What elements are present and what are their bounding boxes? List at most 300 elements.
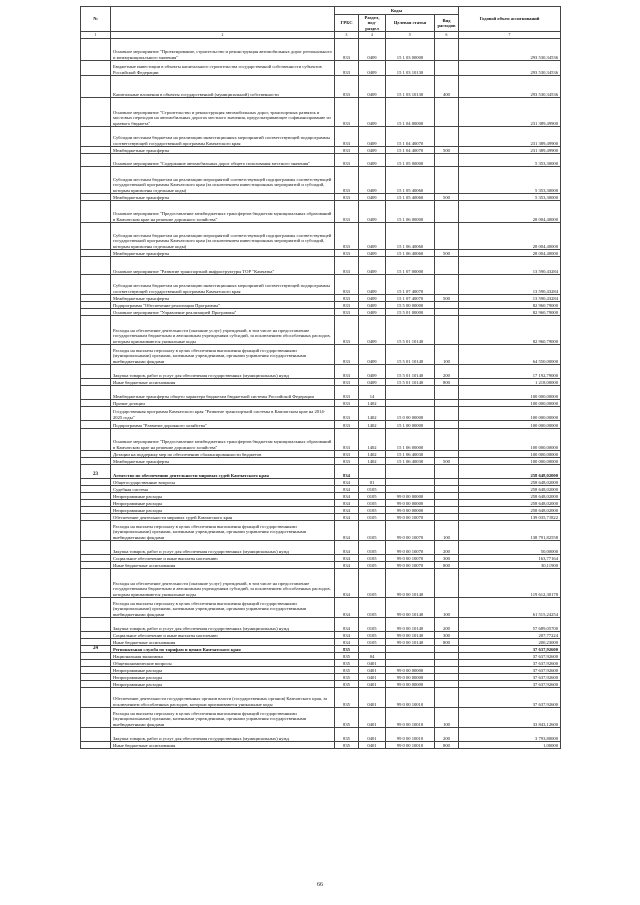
table-row [81, 309, 561, 316]
annual-amount: 82 960,79000 [459, 316, 561, 345]
grbs-code: 834 [335, 541, 359, 555]
annual-amount: 33 843,12600 [459, 708, 561, 728]
section-code: 0409 [359, 309, 386, 316]
target-article-code: 15 1 04 00000 [386, 98, 435, 127]
row-number [81, 569, 111, 598]
grbs-code: 833 [335, 127, 359, 147]
section-code: 0409 [359, 201, 386, 223]
annual-amount: 100 000,00000 [459, 407, 561, 421]
target-article-code: 99 0 00 10140 [386, 618, 435, 632]
table-row [81, 486, 561, 493]
target-article-code: 15 5 01 10140 [386, 365, 435, 379]
row-number [81, 521, 111, 541]
expense-type-code [435, 98, 459, 127]
target-article-code: 99 0 00 10010 [386, 742, 435, 749]
table-row [81, 76, 561, 98]
item-name: Непрограммные расходы [111, 674, 335, 681]
grbs-code: 835 [335, 742, 359, 749]
expense-type-code: 500 [435, 295, 459, 302]
target-article-code: 15 5 00 00000 [386, 302, 435, 309]
item-name: Региональная служба по тарифам и ценам Камчатского края [111, 646, 335, 653]
grbs-code: 835 [335, 660, 359, 667]
target-article-code: 99 0 00 00000 [386, 493, 435, 500]
target-article-code [386, 400, 435, 407]
target-article-code: 15 1 03 00000 [386, 39, 435, 61]
expense-type-code: 300 [435, 632, 459, 639]
expense-type-code [435, 674, 459, 681]
section-code: 0409 [359, 194, 386, 201]
section-code: 0105 [359, 632, 386, 639]
expense-type-code [435, 223, 459, 250]
table-row [81, 598, 561, 618]
section-code: 0409 [359, 127, 386, 147]
target-article-code: 15 1 04 40070 [386, 127, 435, 147]
grbs-code: 833 [335, 257, 359, 275]
table-row [81, 514, 561, 521]
annual-amount: 258 648,02000 [459, 465, 561, 479]
expense-type-code [435, 451, 459, 458]
grbs-code: 834 [335, 618, 359, 632]
row-number [81, 632, 111, 639]
row-number [81, 688, 111, 708]
expense-type-code: 800 [435, 379, 459, 386]
target-article-code [386, 646, 435, 653]
target-article-code: 99 0 00 10140 [386, 569, 435, 598]
grbs-code: 833 [335, 429, 359, 451]
expense-type-code [435, 660, 459, 667]
target-article-code: 15 1 06 00000 [386, 429, 435, 451]
annual-amount: 231 389,49900 [459, 147, 561, 154]
annual-amount: 64 550,00000 [459, 345, 561, 365]
target-article-code [386, 486, 435, 493]
target-article-code: 15 5 01 10140 [386, 379, 435, 386]
grbs-code: 833 [335, 147, 359, 154]
item-name: Иные бюджетные ассигнования [111, 562, 335, 569]
row-number [81, 201, 111, 223]
table-row [81, 400, 561, 407]
item-name: Межбюджетные трансферты [111, 250, 335, 257]
section-code: 0105 [359, 541, 386, 555]
row-number [81, 400, 111, 407]
section-code: 0401 [359, 674, 386, 681]
section-code: 0409 [359, 379, 386, 386]
item-name: Общегосударственные вопросы [111, 479, 335, 486]
item-name: Закупка товаров, работ и услуг для обеспечения государственных (муниципальных) нужд [111, 541, 335, 555]
table-row [81, 429, 561, 451]
row-number [81, 429, 111, 451]
item-name: Национальная экономика [111, 653, 335, 660]
annual-amount: 207,77224 [459, 632, 561, 639]
expense-type-code [435, 507, 459, 514]
row-number: 24 [81, 646, 111, 653]
item-name: Закупка товаров, работ и услуг для обеспечения государственных (муниципальных) нужд [111, 728, 335, 742]
target-article-code: 99 0 00 10140 [386, 639, 435, 646]
annual-amount: 100 000,00000 [459, 451, 561, 458]
target-article-code: 15 1 06 00000 [386, 201, 435, 223]
target-article-code: 15 5 01 10140 [386, 316, 435, 345]
target-article-code: 99 0 00 00000 [386, 667, 435, 674]
row-number [81, 514, 111, 521]
expense-type-code [435, 681, 459, 688]
grbs-code: 833 [335, 295, 359, 302]
annual-amount: 30,11900 [459, 562, 561, 569]
expense-type-code [435, 386, 459, 400]
grbs-code: 835 [335, 681, 359, 688]
row-number [81, 61, 111, 76]
row-number [81, 275, 111, 295]
expense-type-code: 100 [435, 598, 459, 618]
grbs-code: 833 [335, 458, 359, 465]
target-article-code [386, 660, 435, 667]
annual-amount: 138 791,82558 [459, 521, 561, 541]
expense-type-code: 500 [435, 147, 459, 154]
col-number: 2 [111, 32, 335, 39]
table-row [81, 194, 561, 201]
grbs-code: 833 [335, 76, 359, 98]
target-article-code: 15 1 07 00000 [386, 257, 435, 275]
header-annual: Годовой объем ассигнований [459, 7, 561, 32]
table-row [81, 618, 561, 632]
item-name: Судебная система [111, 486, 335, 493]
section-code [359, 646, 386, 653]
section-code: 0105 [359, 618, 386, 632]
grbs-code: 834 [335, 507, 359, 514]
row-number [81, 708, 111, 728]
row-number [81, 309, 111, 316]
annual-amount: 1,00000 [459, 742, 561, 749]
table-row [81, 257, 561, 275]
grbs-code: 833 [335, 386, 359, 400]
grbs-code: 833 [335, 61, 359, 76]
item-name: Субсидии местным бюджетам на реализацию мероприятий соответствующей подпрограммы соответствующей государственной программы Камчатского края (за исключением инвестиционных мероприятий и субсидий, которым присвоены отдельные коды) [111, 223, 335, 250]
annual-amount: 100 000,00000 [459, 400, 561, 407]
row-number [81, 295, 111, 302]
header-tselevaya: Целевая статья [386, 15, 435, 32]
annual-amount: 258 648,02000 [459, 500, 561, 507]
grbs-code: 834 [335, 493, 359, 500]
grbs-code: 835 [335, 646, 359, 653]
row-number [81, 345, 111, 365]
expense-type-code [435, 688, 459, 708]
table-row [81, 451, 561, 458]
item-name: Бюджетные инвестиции в объекты капитального строительства государственной собственности субъектов Российской Федерации [111, 61, 335, 76]
section-code: 0105 [359, 500, 386, 507]
grbs-code: 834 [335, 486, 359, 493]
expense-type-code [435, 493, 459, 500]
target-article-code: 99 0 00 10010 [386, 728, 435, 742]
section-code: 0409 [359, 167, 386, 194]
grbs-code: 834 [335, 465, 359, 479]
section-code: 0401 [359, 742, 386, 749]
target-article-code: 15 1 07 40070 [386, 275, 435, 295]
target-article-code: 99 0 00 10070 [386, 514, 435, 521]
expense-type-code: 800 [435, 639, 459, 646]
item-name: Межбюджетные трансферты [111, 194, 335, 201]
grbs-code: 833 [335, 154, 359, 167]
annual-amount: 13 590,43284 [459, 295, 561, 302]
expense-type-code [435, 302, 459, 309]
row-number [81, 167, 111, 194]
row-number [81, 728, 111, 742]
table-row [81, 316, 561, 345]
expense-type-code [435, 39, 459, 61]
section-code: 0409 [359, 295, 386, 302]
section-code: 0409 [359, 154, 386, 167]
section-code: 0401 [359, 688, 386, 708]
expense-type-code [435, 429, 459, 451]
grbs-code: 834 [335, 639, 359, 646]
item-name: Агентство по обеспечению деятельности мировых судей Камчатского края [111, 465, 335, 479]
grbs-code: 835 [335, 688, 359, 708]
target-article-code [386, 653, 435, 660]
target-article-code: 15 1 04 40070 [386, 147, 435, 154]
grbs-code: 834 [335, 555, 359, 562]
expense-type-code: 300 [435, 555, 459, 562]
row-number [81, 421, 111, 429]
target-article-code: 15 1 03 10130 [386, 61, 435, 76]
item-name: Социальное обеспечение и иные выплаты населению [111, 632, 335, 639]
expense-type-code [435, 400, 459, 407]
annual-amount: 293 530,34536 [459, 61, 561, 76]
section-code: 1402 [359, 451, 386, 458]
item-name: Иные бюджетные ассигнования [111, 742, 335, 749]
annual-amount: 28 004,40000 [459, 223, 561, 250]
item-name: Капитальные вложения в объекты государственной (муниципальной) собственности [111, 76, 335, 98]
table-row [81, 632, 561, 639]
target-article-code: 15 1 00 00000 [386, 421, 435, 429]
expense-type-code: 800 [435, 562, 459, 569]
row-number [81, 386, 111, 400]
table-row [81, 407, 561, 421]
table-row [81, 507, 561, 514]
grbs-code: 835 [335, 674, 359, 681]
item-name: Расходы на выплаты персоналу в целях обеспечения выполнения функций государственными (муниципальными) органами, казенными учреждениями, органами управления государственными внебюджетными фондами [111, 598, 335, 618]
annual-amount: 200,23000 [459, 639, 561, 646]
item-name: Расходы на выплаты персоналу в целях обеспечения выполнения функций государственными (муниципальными) органами, казенными учреждениями, органами управления государственными внебюджетными фондами [111, 521, 335, 541]
annual-amount: 100 000,00000 [459, 429, 561, 451]
annual-amount: 37 637,92600 [459, 674, 561, 681]
item-name: Прочие дотации [111, 400, 335, 407]
annual-amount: 231 389,49900 [459, 127, 561, 147]
table-row [81, 39, 561, 61]
annual-amount: 119 612,30178 [459, 569, 561, 598]
expense-type-code: 500 [435, 194, 459, 201]
grbs-code: 834 [335, 632, 359, 639]
table-row [81, 660, 561, 667]
target-article-code: 99 0 00 10070 [386, 555, 435, 562]
target-article-code: 15 1 06 40060 [386, 223, 435, 250]
grbs-code: 833 [335, 451, 359, 458]
header-grbs: ГРБС [335, 15, 359, 32]
expense-type-code [435, 61, 459, 76]
header-vid: Вид расходов [435, 15, 459, 32]
item-name: Основное мероприятие "Строительство и реконструкция автомобильных дорог, транспортных развязок и мостовых переходов на автомобильных дорогах местного значения, предусматривающее софинансирование из краевого бюджета" [111, 98, 335, 127]
target-article-code: 15 1 05 00000 [386, 154, 435, 167]
table-row [81, 728, 561, 742]
annual-amount: 100 000,00000 [459, 421, 561, 429]
row-number [81, 639, 111, 646]
section-code: 0401 [359, 708, 386, 728]
annual-amount: 293 530,34536 [459, 76, 561, 98]
grbs-code: 833 [335, 302, 359, 309]
section-code: 0409 [359, 257, 386, 275]
row-number [81, 681, 111, 688]
item-name: Основное мероприятие "Предоставление межбюджетных трансфертов бюджетам муниципальных образований в Камчатском крае на решение дорожного хозяйства" [111, 429, 335, 451]
target-article-code: 15 1 07 40070 [386, 295, 435, 302]
item-name: Расходы на обеспечение деятельности (оказание услуг) учреждений, в том числе на предоставление государственным бюджетным и автономным учреждениям субсидий, за исключением обособленных расходов, которым присваиваются уникальные коды [111, 569, 335, 598]
table-row [81, 562, 561, 569]
annual-amount: 37 637,92600 [459, 660, 561, 667]
section-code: 0409 [359, 98, 386, 127]
grbs-code: 834 [335, 479, 359, 486]
section-code: 0409 [359, 39, 386, 61]
grbs-code: 835 [335, 708, 359, 728]
grbs-code: 834 [335, 514, 359, 521]
grbs-code: 833 [335, 223, 359, 250]
item-name: Основное мероприятие "Предоставление межбюджетных трансфертов бюджетам муниципальных образований в Камчатском крае на решение дорожного хозяйства" [111, 201, 335, 223]
item-name: Расходы на выплаты персоналу в целях обеспечения выполнения функций государственными (муниципальными) органами, казенными учреждениями, органами управления государственными внебюджетными фондами [111, 708, 335, 728]
target-article-code: 15 1 06 40030 [386, 451, 435, 458]
row-number [81, 493, 111, 500]
table-row [81, 98, 561, 127]
section-code: 1402 [359, 458, 386, 465]
target-article-code: 15 1 05 40060 [386, 194, 435, 201]
expense-type-code [435, 421, 459, 429]
target-article-code: 15 1 06 40060 [386, 250, 435, 257]
grbs-code: 833 [335, 98, 359, 127]
expense-type-code [435, 201, 459, 223]
section-code: 0401 [359, 667, 386, 674]
annual-amount: 3 793,80000 [459, 728, 561, 742]
table-row [81, 653, 561, 660]
target-article-code: 99 0 00 00000 [386, 681, 435, 688]
grbs-code: 833 [335, 309, 359, 316]
annual-amount: 5 353,30000 [459, 167, 561, 194]
header-razdel: Раздел, под-раздел [359, 15, 386, 32]
table-row [81, 167, 561, 194]
row-number [81, 98, 111, 127]
annual-amount: 258 648,02000 [459, 493, 561, 500]
item-name: Государственная программа Камчатского края "Развитие транспортной системы в Камчатском крае на 2014-2025 годы" [111, 407, 335, 421]
row-number [81, 39, 111, 61]
table-row [81, 458, 561, 465]
item-name: Межбюджетные трансферты [111, 458, 335, 465]
table-row [81, 688, 561, 708]
table-row [81, 345, 561, 365]
grbs-code: 833 [335, 379, 359, 386]
section-code: 0105 [359, 514, 386, 521]
section-code: 01 [359, 479, 386, 486]
table-row [81, 742, 561, 749]
annual-amount: 258 648,02000 [459, 479, 561, 486]
row-number [81, 365, 111, 379]
col-number: 3 [335, 32, 359, 39]
expense-type-code [435, 569, 459, 598]
item-name: Закупка товаров, работ и услуг для обеспечения государственных (муниципальных) нужд [111, 365, 335, 379]
annual-amount: 258 648,02000 [459, 486, 561, 493]
row-number [81, 458, 111, 465]
item-name: Основное мероприятие "Управление реализацией Программы" [111, 309, 335, 316]
item-name: Расходы на выплаты персоналу в целях обеспечения выполнения функций государственными (муниципальными) органами, казенными учреждениями, органами управления государственными внебюджетными фондами [111, 345, 335, 365]
section-code: 1402 [359, 400, 386, 407]
grbs-code: 834 [335, 562, 359, 569]
table-row [81, 639, 561, 646]
expense-type-code [435, 316, 459, 345]
item-name: Непрограммные расходы [111, 667, 335, 674]
col-number: 7 [459, 32, 561, 39]
section-code: 0409 [359, 147, 386, 154]
section-code: 0409 [359, 345, 386, 365]
header-no: № [81, 7, 111, 32]
item-name: Непрограммные расходы [111, 493, 335, 500]
expense-type-code [435, 154, 459, 167]
table-row [81, 223, 561, 250]
grbs-code: 833 [335, 194, 359, 201]
annual-amount: 100 000,00000 [459, 386, 561, 400]
item-name: Субсидии местным бюджетам на реализацию инвестиционных мероприятий соответствующей подпрограммы соответствующей государственной программы Камчатского края [111, 275, 335, 295]
grbs-code: 834 [335, 569, 359, 598]
annual-amount: 1 218,00000 [459, 379, 561, 386]
expense-type-code [435, 653, 459, 660]
grbs-code: 833 [335, 167, 359, 194]
row-number [81, 194, 111, 201]
row-number [81, 618, 111, 632]
expense-type-code: 500 [435, 458, 459, 465]
table-row [81, 201, 561, 223]
section-code: 0105 [359, 507, 386, 514]
annual-amount: 37 637,92600 [459, 667, 561, 674]
annual-amount: 100 000,00000 [459, 458, 561, 465]
table-row [81, 465, 561, 479]
annual-amount: 5 353,30000 [459, 194, 561, 201]
expense-type-code: 200 [435, 365, 459, 379]
expense-type-code [435, 167, 459, 194]
table-row [81, 275, 561, 295]
annual-amount: 37 637,92600 [459, 646, 561, 653]
expense-type-code [435, 407, 459, 421]
annual-amount: 258 648,02000 [459, 507, 561, 514]
expense-type-code [435, 667, 459, 674]
expense-type-code: 400 [435, 76, 459, 98]
section-code: 0105 [359, 486, 386, 493]
grbs-code: 833 [335, 316, 359, 345]
table-row [81, 250, 561, 257]
expense-type-code [435, 275, 459, 295]
section-code: 1402 [359, 407, 386, 421]
table-row [81, 667, 561, 674]
row-number [81, 562, 111, 569]
table-row [81, 493, 561, 500]
expense-type-code: 800 [435, 742, 459, 749]
header-codes: Коды [335, 7, 459, 15]
section-code: 0409 [359, 223, 386, 250]
expense-type-code [435, 257, 459, 275]
section-code: 0401 [359, 660, 386, 667]
table-row [81, 500, 561, 507]
table-row [81, 521, 561, 541]
section-code: 14 [359, 386, 386, 400]
page-number: 66 [317, 882, 323, 888]
section-code: 0409 [359, 365, 386, 379]
annual-amount: 37 637,92600 [459, 681, 561, 688]
item-name: Обеспечение деятельности государственных органов власти (государственных органов) Камчатского края, за исключением обособленных расходов, которым присваиваются уникальные коды [111, 688, 335, 708]
item-name: Межбюджетные трансферты [111, 295, 335, 302]
item-name: Субсидии местным бюджетам на реализацию инвестиционных мероприятий соответствующей подпрограммы соответствующей государственной программы Камчатского края [111, 127, 335, 147]
table-row [81, 386, 561, 400]
section-code: 1402 [359, 429, 386, 451]
item-name: Субсидии местным бюджетам на реализацию мероприятий соответствующей подпрограммы соответствующей государственной программы Камчатского края (за исключением инвестиционных мероприятий и субсидий, которым присвоены отдельные коды) [111, 167, 335, 194]
annual-amount: 82 960,79000 [459, 309, 561, 316]
